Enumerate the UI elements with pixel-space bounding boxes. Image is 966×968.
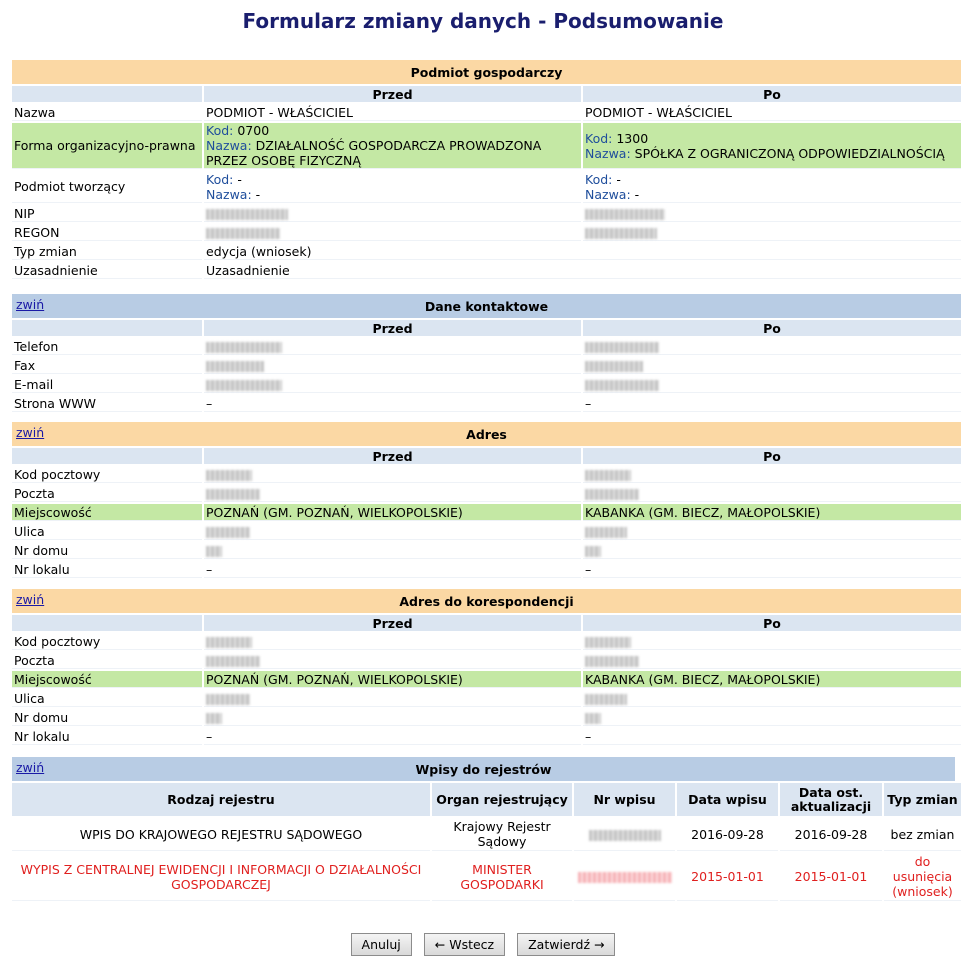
row-label: REGON [12, 224, 202, 241]
redacted-value [585, 361, 643, 372]
col-header-after: Po [583, 320, 961, 336]
row-label: Poczta [12, 652, 202, 669]
value-before [204, 338, 581, 355]
value-after [583, 523, 961, 540]
row-label: Uzasadnienie [12, 262, 202, 279]
redacted-value [585, 656, 639, 667]
nazwa-label: Nazwa: [206, 138, 252, 153]
col-header-organ: Organ rejestrujący [432, 783, 572, 816]
row-label: Fax [12, 357, 202, 374]
value-before: – [204, 728, 581, 745]
value-after [583, 123, 961, 169]
redacted-value [585, 209, 665, 220]
nazwa-value: - [255, 186, 261, 202]
cell-nr-wpisu [574, 853, 675, 901]
row-label: Ulica [12, 523, 202, 540]
col-header-blank [12, 615, 202, 631]
value-before [204, 224, 581, 241]
value-before: PODMIOT - WŁAŚCICIEL [204, 104, 581, 121]
value-after [583, 205, 961, 222]
value-after [583, 466, 961, 483]
section-header-adres-cell [12, 422, 961, 446]
section-header-wpisy-cell [12, 757, 955, 781]
form-buttons [0, 933, 966, 956]
section-kontakt [10, 292, 957, 414]
value-before [204, 123, 581, 169]
value-after [583, 171, 961, 203]
col-header-typ-zmian: Typ zmian [884, 783, 961, 816]
redacted-value [206, 694, 250, 705]
col-header-before: Przed [204, 320, 581, 336]
redacted-value [206, 361, 264, 372]
value-before [204, 357, 581, 374]
row-label: Nazwa [12, 104, 202, 121]
row-label: Typ zmian [12, 243, 202, 260]
cancel-button[interactable]: Anuluj [351, 933, 412, 956]
value-uzasadnienie: Uzasadnienie [204, 262, 961, 279]
value-typ-zmian: edycja (wniosek) [204, 243, 961, 260]
redacted-value [206, 228, 280, 239]
cell-organ: MINISTER GOSPODARKI [432, 853, 572, 901]
col-header-after: Po [583, 615, 961, 631]
value-before [204, 690, 581, 707]
row-label: Nr domu [12, 542, 202, 559]
section-header-adres-kor: Adres do korespondencji [399, 593, 574, 609]
value-before [204, 523, 581, 540]
col-header-data-akt: Data ost. aktualizacji [780, 783, 882, 816]
redacted-value [206, 713, 222, 724]
kod-value: 1300 [616, 130, 649, 146]
redacted-value [206, 546, 222, 557]
value-before [204, 709, 581, 726]
row-label: Nr lokalu [12, 561, 202, 578]
nazwa-label: Nazwa: [206, 186, 252, 202]
redacted-value [206, 470, 252, 481]
redacted-value [589, 830, 661, 841]
row-label: Nr domu [12, 709, 202, 726]
cell-data-akt: 2016-09-28 [780, 818, 882, 851]
value-after [583, 485, 961, 502]
value-after [583, 709, 961, 726]
value-after [583, 338, 961, 355]
row-label: NIP [12, 205, 202, 222]
row-label: Kod pocztowy [12, 633, 202, 650]
value-after [583, 357, 961, 374]
row-label: Telefon [12, 338, 202, 355]
kod-label: Kod: [206, 171, 234, 187]
redacted-value [585, 713, 601, 724]
redacted-value [206, 489, 260, 500]
kod-label: Kod: [585, 171, 613, 187]
section-header-adres-kor-cell [12, 589, 961, 613]
col-header-before: Przed [204, 86, 581, 102]
row-label: Miejscowość [12, 504, 202, 521]
registers-table [10, 781, 963, 903]
value-before: POZNAŃ (GM. POZNAŃ, WIELKOPOLSKIE) [204, 671, 581, 688]
value-before [204, 633, 581, 650]
redacted-value [585, 342, 659, 353]
value-after: – [583, 728, 961, 745]
value-after [583, 224, 961, 241]
redacted-value [206, 527, 250, 538]
row-label: Kod pocztowy [12, 466, 202, 483]
value-before: – [204, 561, 581, 578]
value-before [204, 466, 581, 483]
cell-data-wpisu: 2016-09-28 [677, 818, 778, 851]
confirm-button[interactable]: Zatwierdź → [517, 933, 615, 956]
redacted-value [585, 546, 601, 557]
value-after [583, 633, 961, 650]
value-after: – [583, 561, 961, 578]
nazwa-value: DZIAŁALNOŚĆ GOSPODARCZA PROWADZONA PRZEZ OSOBĘ FIZYCZNĄ [206, 138, 542, 168]
col-header-after: Po [583, 448, 961, 464]
col-header-before: Przed [204, 448, 581, 464]
col-header-blank [12, 448, 202, 464]
section-header-wpisy: Wpisy do rejestrów [415, 761, 552, 777]
row-label: Forma organizacyjno-prawna [12, 123, 202, 169]
cell-data-akt: 2015-01-01 [780, 853, 882, 901]
redacted-value [585, 694, 627, 705]
cell-organ: Krajowy Rejestr Sądowy [432, 818, 572, 851]
row-label: Miejscowość [12, 671, 202, 688]
page-title: Formularz zmiany danych - Podsumowanie [242, 9, 724, 33]
back-button[interactable]: ← Wstecz [424, 933, 505, 956]
value-before [204, 542, 581, 559]
row-label: Poczta [12, 485, 202, 502]
redacted-value [206, 209, 288, 220]
redacted-value [585, 228, 657, 239]
col-header-blank [12, 86, 202, 102]
nazwa-value: - [634, 186, 640, 202]
kod-value: 0700 [237, 123, 270, 138]
value-after [583, 652, 961, 669]
value-after [583, 542, 961, 559]
value-before [204, 485, 581, 502]
section-header-kontakt: Dane kontaktowe [424, 298, 549, 314]
col-header-after: Po [583, 86, 961, 102]
kod-value: - [616, 171, 621, 187]
section-header-kontakt-cell [12, 294, 961, 318]
cell-data-wpisu: 2015-01-01 [677, 853, 778, 901]
collapse-link[interactable]: zwiń [16, 297, 45, 312]
value-before [204, 171, 581, 203]
value-after: – [583, 395, 961, 412]
redacted-value [206, 342, 282, 353]
section-header-podmiot: Podmiot gospodarczy [12, 60, 961, 84]
redacted-value [585, 489, 639, 500]
redacted-value [206, 380, 282, 391]
section-wpisy [10, 755, 957, 903]
value-before: POZNAŃ (GM. POZNAŃ, WIELKOPOLSKIE) [204, 504, 581, 521]
nazwa-value: SPÓŁKA Z OGRANICZONĄ ODPOWIEDZIALNOŚCIĄ [634, 145, 945, 161]
redacted-value [206, 637, 252, 648]
nazwa-label: Nazwa: [585, 145, 631, 161]
table-row [12, 818, 961, 851]
section-adres-korespondencji [10, 587, 957, 747]
value-before [204, 376, 581, 393]
row-label: Podmiot tworzący [12, 171, 202, 203]
row-label: Ulica [12, 690, 202, 707]
row-label: Strona WWW [12, 395, 202, 412]
collapse-link[interactable]: zwiń [16, 425, 45, 440]
cell-rodzaj: WPIS DO KRAJOWEGO REJESTRU SĄDOWEGO [12, 818, 430, 851]
redacted-value [585, 527, 627, 538]
value-after: KABANKA (GM. BIECZ, MAŁOPOLSKIE) [583, 504, 961, 521]
cell-typ-zmian: bez zmian [884, 818, 961, 851]
collapse-link[interactable]: zwiń [16, 592, 45, 607]
value-before [204, 652, 581, 669]
value-before: – [204, 395, 581, 412]
redacted-value [578, 872, 672, 883]
redacted-value [585, 637, 631, 648]
redacted-value [585, 380, 659, 391]
redacted-value [206, 656, 260, 667]
col-header-blank [12, 320, 202, 336]
collapse-link[interactable]: zwiń [16, 760, 45, 775]
redacted-value [585, 470, 631, 481]
col-header-data-wpisu: Data wpisu [677, 783, 778, 816]
cell-rodzaj: WYPIS Z CENTRALNEJ EWIDENCJI I INFORMACJI O DZIAŁALNOŚCI GOSPODARCZEJ [12, 853, 430, 901]
value-after [583, 690, 961, 707]
value-after [583, 376, 961, 393]
col-header-nr-wpisu: Nr wpisu [574, 783, 675, 816]
value-after: KABANKA (GM. BIECZ, MAŁOPOLSKIE) [583, 671, 961, 688]
kod-value: - [237, 171, 242, 187]
row-label: E-mail [12, 376, 202, 393]
row-label: Nr lokalu [12, 728, 202, 745]
section-header-adres: Adres [466, 426, 507, 442]
cell-typ-zmian: do usunięcia (wniosek) [884, 853, 961, 901]
kod-label: Kod: [585, 130, 613, 146]
section-adres [10, 420, 957, 580]
col-header-rodzaj: Rodzaj rejestru [12, 783, 430, 816]
nazwa-label: Nazwa: [585, 186, 631, 202]
kod-label: Kod: [206, 123, 234, 138]
cell-nr-wpisu [574, 818, 675, 851]
section-podmiot [10, 58, 957, 281]
col-header-before: Przed [204, 615, 581, 631]
value-before [204, 205, 581, 222]
table-row [12, 853, 961, 901]
value-after: PODMIOT - WŁAŚCICIEL [583, 104, 961, 121]
